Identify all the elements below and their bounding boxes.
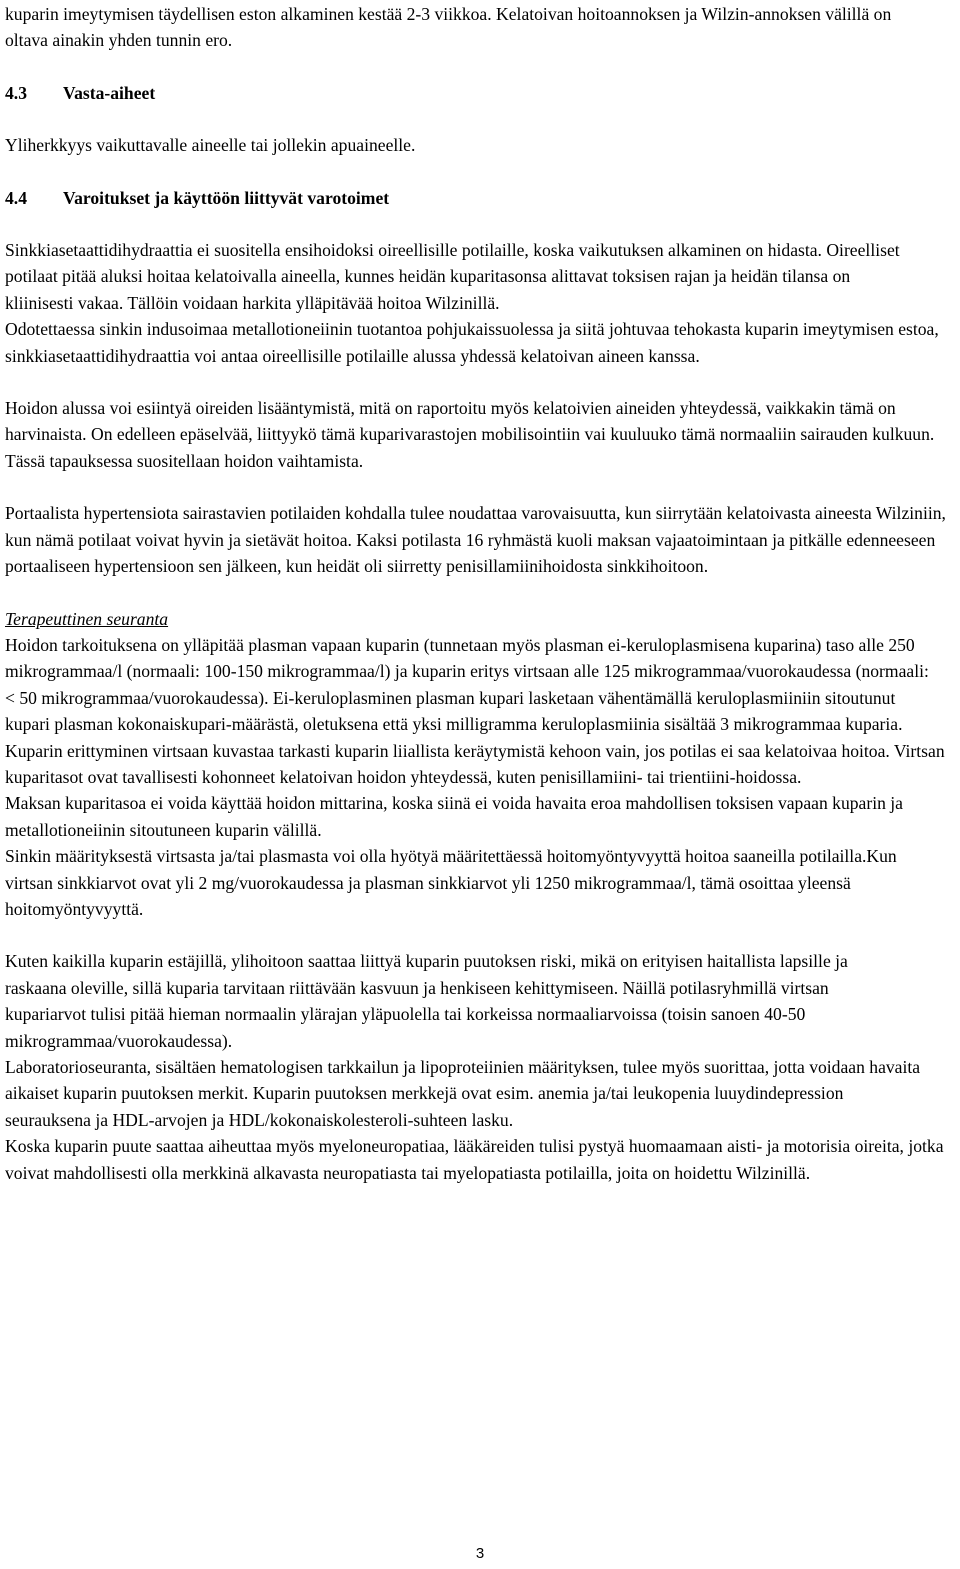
- monitoring-paragraph-2: Kuparin erittyminen virtsaan kuvastaa tarkasti kuparin liiallista keräytymistä kehoon vain, jos potilas ei saa kelatoivaa hoitoa. Virtsan kuparitasot ovat tavallisesti kohonneet kelatoivan hoidon yhteydessä, kuten penisillamiini- tai trientiini-hoidossa.: [5, 740, 945, 787]
- section-heading-4-3: [5, 80, 953, 106]
- intro-paragraph: kuparin imeytymisen täydellisen eston alkaminen kestää 2-3 viikkoa. Kelatoivan hoitoannoksen ja Wilzin-annoksen välillä on oltava ainakin yhden tunnin ero.: [5, 4, 892, 51]
- monitoring-heading: Terapeuttinen seuranta: [5, 608, 169, 629]
- monitoring-paragraph-5: Kuten kaikilla kuparin estäjillä, ylihoitoon saattaa liittyä kuparin puutoksen riski, mikä on erityisen haitallista lapsille ja raskaana oleville, sillä kuparia tarvitaan riittävään kasvuun ja henkiseen kehittymiseen. Näillä potilasryhmillä virtsan kupariarvot tulisi pitää hieman normaalin ylärajan yläpuolella tai korkeissa normaaliarvoissa (toisin sanoen 40-50 mikrogrammaa/vuorokaudessa).: [5, 951, 848, 1051]
- monitoring-paragraph-6: Laboratorioseuranta, sisältäen hematologisen tarkkailun ja lipoproteiinien määrityksen, tulee myös suorittaa, jotta voidaan havaita aikaiset kuparin puutoksen merkit. Kuparin puutoksen merkkejä ovat esim. anemia ja/tai leukopenia luuydindepression seurauksena ja HDL-arvojen ja HDL/kokonaiskolesteroli-suhteen lasku.: [5, 1057, 921, 1130]
- monitoring-paragraph-3: Maksan kuparitasoa ei voida käyttää hoidon mittarina, koska siinä ei voida havaita eroa mahdollisen toksisen vapaan kuparin ja metallotioneiinin sitoutuneen kuparin välillä.: [5, 793, 903, 840]
- warnings-paragraph-2: Odotettaessa sinkin indusoimaa metallotioneiinin tuotantoa pohjukaissuolessa ja siitä johtuvaa tehokasta kuparin imeytymisen estoa, sinkkiasetaattidihydraattia voi antaa oireellisille potilaille alussa yhdessä kelatoivan aineen kanssa.: [5, 319, 939, 366]
- monitoring-paragraph-4: Sinkin määrityksestä virtsasta ja/tai plasmasta voi olla hyötyä määritettäessä hoitomyöntyvyyttä hoitoa saaneilla potilailla.Kun virtsan sinkkiarvot ovat yli 2 mg/vuorokaudessa ja plasman sinkkiarvot yli 1250 mikrogrammaa/l, tämä osoittaa yleensä hoitomyöntyvyyttä.: [5, 846, 897, 919]
- page-number: 3: [475, 1545, 485, 1562]
- warnings-paragraph-4: Portaalista hypertensiota sairastavien potilaiden kohdalla tulee noudattaa varovaisuutta, kun siirrytään kelatoivasta aineesta Wilziniin, kun nämä potilaat voivat hyvin ja sietävät hoitoa. Kaksi potilasta 16 ryhmästä kuoli maksan vajaatoimintaan ja pitkälle edenneeseen portaaliseen hypertensioon sen jälkeen, kun heidät oli siirretty penisillamiinihoidosta sinkkihoitoon.: [5, 503, 946, 577]
- section-number: 4.4: [5, 187, 27, 208]
- contraindications-paragraph: Yliherkkyys vaikuttavalle aineelle tai jollekin apuaineelle.: [5, 135, 416, 156]
- warnings-paragraph-1: Sinkkiasetaattidihydraattia ei suositella ensihoidoksi oireellisille potilaille, koska vaikutuksen alkaminen on hidasta. Oireelliset potilaat pitää aluksi hoitaa kelatoivalla aineella, kunnes heidän kuparitasonsa alittavat toksisen rajan ja heidän tilansa on kliinisesti vakaa. Tällöin voidaan harkita ylläpitävää hoitoa Wilzinillä.: [5, 240, 900, 313]
- section-heading-4-4: [5, 185, 953, 211]
- monitoring-paragraph-7: Koska kuparin puute saattaa aiheuttaa myös myeloneuropatiaa, lääkäreiden tulisi pystyä huomaamaan aisti- ja motorisia oireita, jotka voivat mahdollisesti olla merkkinä alkavasta neuropatiasta tai myelopatiasta potilailla, joita on hoidettu Wilzinillä.: [5, 1136, 944, 1183]
- warnings-paragraph-3: Hoidon alussa voi esiintyä oireiden lisääntymistä, mitä on raportoitu myös kelatoivien aineiden yhteydessä, vaikkakin tämä on harvinaista. On edelleen epäselvää, liittyykö tämä kuparivarastojen mobilisointiin vai kuuluuko tämä normaaliin sairauden kulkuun. Tässä tapauksessa suositellaan hoidon vaihtamista.: [5, 398, 935, 471]
- monitoring-paragraph-1: Hoidon tarkoituksena on ylläpitää plasman vapaan kuparin (tunnetaan myös plasman ei-keruloplasmisena kuparina) taso alle 250 mikrogrammaa/l (normaali: 100-150 mikrogrammaa/l) ja kuparin eritys virtsaan alle 125 mikrogrammaa/vuorokaudessa (normaali: < 50 mikrogrammaa/vuorokaudessa). Ei-keruloplasminen plasman kupari lasketaan vähentämällä keruloplasmiiniin sitoutunut kupari plasman kokonaiskupari-määrästä, oletuksena että yksi milligramma keruloplasmiinia sisältää 3 mikrogrammaa kuparia.: [5, 634, 929, 735]
- section-title: Vasta-aiheet: [63, 82, 156, 103]
- section-number: 4.3: [5, 82, 27, 103]
- section-title: Varoitukset ja käyttöön liittyvät varotoimet: [63, 187, 390, 208]
- document-page: [5, 0, 953, 1186]
